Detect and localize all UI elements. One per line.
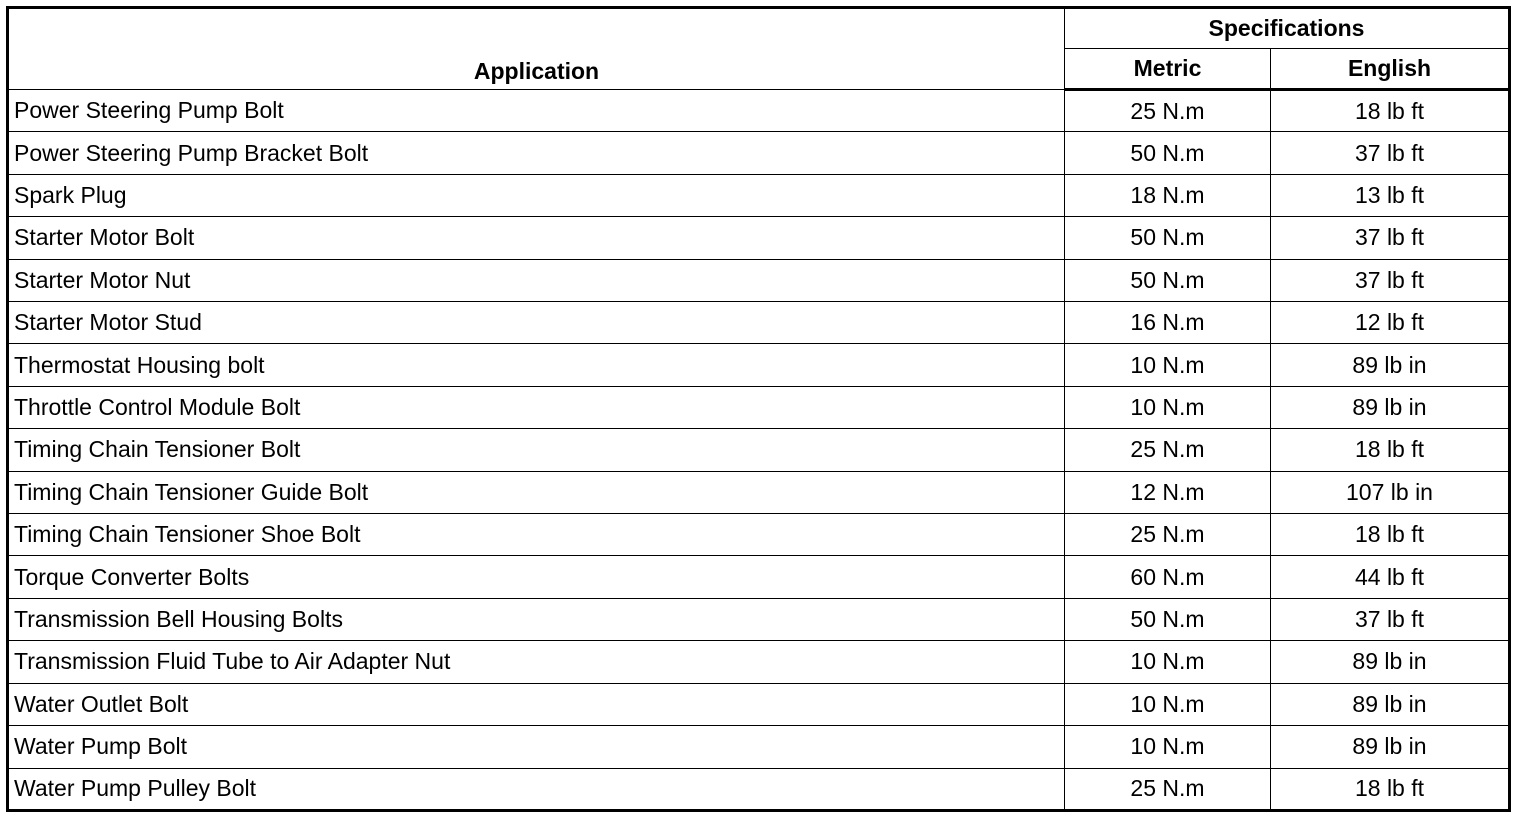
english-value-cell: 18 lb ft xyxy=(1271,514,1510,556)
application-cell: Transmission Fluid Tube to Air Adapter Nut xyxy=(8,641,1065,683)
table-row xyxy=(8,768,1510,811)
english-value-cell: 44 lb ft xyxy=(1271,556,1510,598)
metric-value-cell: 16 N.m xyxy=(1065,302,1271,344)
metric-value-cell: 50 N.m xyxy=(1065,259,1271,301)
table-row xyxy=(8,598,1510,640)
english-value-cell: 18 lb ft xyxy=(1271,90,1510,132)
english-value-cell: 12 lb ft xyxy=(1271,302,1510,344)
column-header-application: Application xyxy=(8,8,1065,90)
metric-value-cell: 25 N.m xyxy=(1065,429,1271,471)
table-row xyxy=(8,90,1510,132)
english-value-cell: 13 lb ft xyxy=(1271,174,1510,216)
table-row xyxy=(8,132,1510,174)
application-cell: Starter Motor Bolt xyxy=(8,217,1065,259)
application-cell: Timing Chain Tensioner Guide Bolt xyxy=(8,471,1065,513)
application-cell: Power Steering Pump Bracket Bolt xyxy=(8,132,1065,174)
metric-value-cell: 60 N.m xyxy=(1065,556,1271,598)
column-header-specifications: Specifications xyxy=(1065,8,1510,49)
application-cell: Water Outlet Bolt xyxy=(8,683,1065,725)
english-value-cell: 18 lb ft xyxy=(1271,429,1510,471)
table-row xyxy=(8,471,1510,513)
metric-value-cell: 10 N.m xyxy=(1065,386,1271,428)
table-row xyxy=(8,556,1510,598)
table-row xyxy=(8,683,1510,725)
metric-value-cell: 12 N.m xyxy=(1065,471,1271,513)
metric-value-cell: 10 N.m xyxy=(1065,683,1271,725)
metric-value-cell: 25 N.m xyxy=(1065,90,1271,132)
english-value-cell: 18 lb ft xyxy=(1271,768,1510,811)
application-cell: Transmission Bell Housing Bolts xyxy=(8,598,1065,640)
english-value-cell: 37 lb ft xyxy=(1271,132,1510,174)
metric-value-cell: 18 N.m xyxy=(1065,174,1271,216)
table-row xyxy=(8,726,1510,768)
metric-value-cell: 10 N.m xyxy=(1065,726,1271,768)
metric-value-cell: 50 N.m xyxy=(1065,217,1271,259)
application-cell: Water Pump Bolt xyxy=(8,726,1065,768)
english-value-cell: 89 lb in xyxy=(1271,386,1510,428)
english-value-cell: 89 lb in xyxy=(1271,683,1510,725)
table-row xyxy=(8,641,1510,683)
application-cell: Torque Converter Bolts xyxy=(8,556,1065,598)
english-value-cell: 37 lb ft xyxy=(1271,259,1510,301)
english-value-cell: 89 lb in xyxy=(1271,726,1510,768)
application-cell: Timing Chain Tensioner Shoe Bolt xyxy=(8,514,1065,556)
table-row xyxy=(8,344,1510,386)
table-row xyxy=(8,302,1510,344)
application-cell: Spark Plug xyxy=(8,174,1065,216)
table-row xyxy=(8,217,1510,259)
metric-value-cell: 10 N.m xyxy=(1065,641,1271,683)
metric-value-cell: 50 N.m xyxy=(1065,132,1271,174)
metric-value-cell: 10 N.m xyxy=(1065,344,1271,386)
metric-value-cell: 25 N.m xyxy=(1065,768,1271,811)
column-header-english: English xyxy=(1271,49,1510,90)
table-row xyxy=(8,259,1510,301)
header-row-top xyxy=(8,8,1510,49)
english-value-cell: 89 lb in xyxy=(1271,344,1510,386)
metric-value-cell: 50 N.m xyxy=(1065,598,1271,640)
english-value-cell: 107 lb in xyxy=(1271,471,1510,513)
application-cell: Water Pump Pulley Bolt xyxy=(8,768,1065,811)
table-row xyxy=(8,174,1510,216)
table-body xyxy=(8,90,1510,811)
table-row xyxy=(8,514,1510,556)
application-cell: Starter Motor Nut xyxy=(8,259,1065,301)
application-cell: Starter Motor Stud xyxy=(8,302,1065,344)
table-row xyxy=(8,386,1510,428)
english-value-cell: 37 lb ft xyxy=(1271,598,1510,640)
column-header-metric: Metric xyxy=(1065,49,1271,90)
fastener-specifications-table xyxy=(6,6,1511,812)
table-header xyxy=(8,8,1510,90)
application-cell: Timing Chain Tensioner Bolt xyxy=(8,429,1065,471)
english-value-cell: 89 lb in xyxy=(1271,641,1510,683)
application-cell: Thermostat Housing bolt xyxy=(8,344,1065,386)
table-row xyxy=(8,429,1510,471)
metric-value-cell: 25 N.m xyxy=(1065,514,1271,556)
english-value-cell: 37 lb ft xyxy=(1271,217,1510,259)
application-cell: Throttle Control Module Bolt xyxy=(8,386,1065,428)
application-cell: Power Steering Pump Bolt xyxy=(8,90,1065,132)
